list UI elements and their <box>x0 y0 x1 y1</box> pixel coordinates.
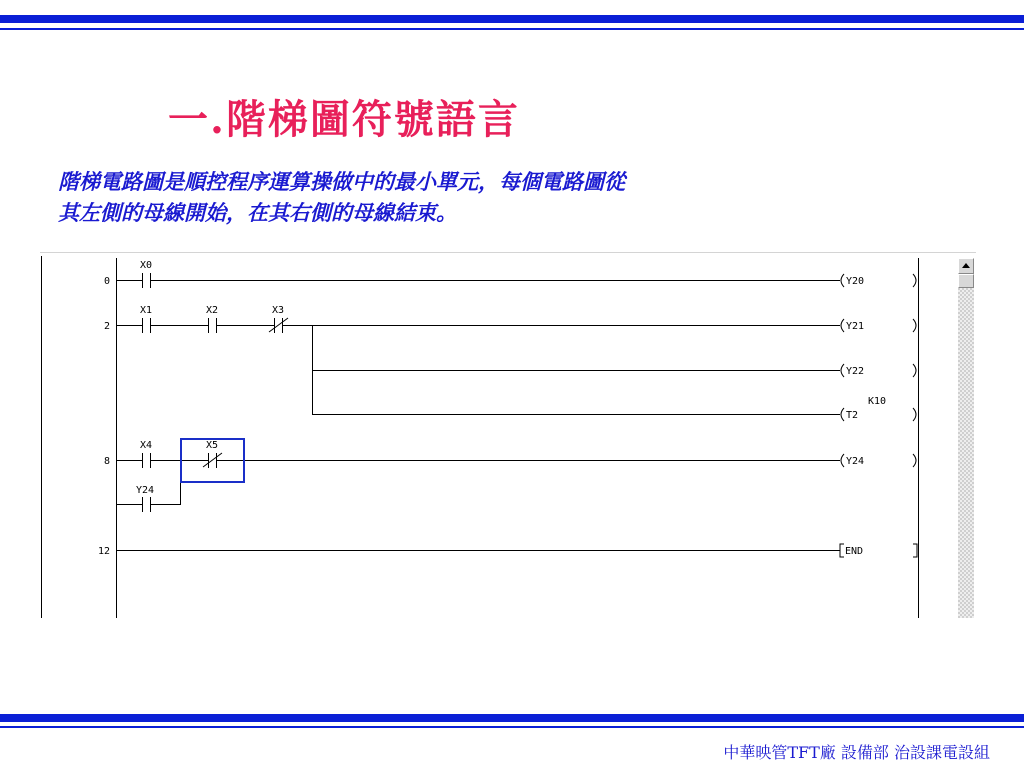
page-title: 一.階梯圖符號語言 <box>168 96 520 143</box>
scrollbar-thumb[interactable] <box>958 274 974 288</box>
step-number: 2 <box>103 321 110 332</box>
contact-label-x2[interactable]: X2 <box>206 305 219 316</box>
contact-label-x0[interactable]: X0 <box>140 260 153 271</box>
step-number: 12 <box>97 546 110 557</box>
contact-label-x4[interactable]: X4 <box>140 440 153 451</box>
footer-text: 中華映管TFT廠 設備部 治設課電設組 <box>723 743 990 762</box>
description-line-1: 階梯電路圖是順控程序運算操做中的最小單元，每個電路圖從 <box>58 169 625 194</box>
contact-label-x5[interactable]: X5 <box>206 440 219 451</box>
output-y20[interactable]: Y20 <box>846 276 865 287</box>
step-number: 0 <box>103 276 110 287</box>
step-number: 8 <box>103 456 110 467</box>
ladder-diagram[interactable] <box>40 252 958 618</box>
output-y24[interactable]: Y24 <box>846 456 865 467</box>
top-accent-line <box>0 28 1024 30</box>
end-right-bracket <box>913 544 917 557</box>
output-y22[interactable]: Y22 <box>846 366 865 377</box>
coil-left-bracket <box>841 274 844 287</box>
contact-label-y24[interactable]: Y24 <box>136 485 155 496</box>
vertical-scrollbar[interactable] <box>958 258 974 618</box>
output-t2[interactable]: T2 <box>846 410 859 421</box>
description-text <box>58 166 858 228</box>
output-y21[interactable]: Y21 <box>846 321 865 332</box>
contact-label-x3[interactable]: X3 <box>272 305 285 316</box>
top-accent-bar <box>0 15 1024 23</box>
coil-right-bracket <box>913 274 916 287</box>
end-left-bracket <box>840 544 844 557</box>
bottom-accent-bar <box>0 714 1024 722</box>
description-line-2: 其左側的母線開始，在其右側的母線結束。 <box>58 200 457 225</box>
ladder-editor-window[interactable] <box>40 252 976 618</box>
scroll-up-arrow-icon[interactable] <box>958 258 974 274</box>
bottom-accent-line <box>0 726 1024 728</box>
timer-constant: K10 <box>868 396 887 407</box>
output-end[interactable]: END <box>845 546 864 557</box>
contact-label-x1[interactable]: X1 <box>140 305 153 316</box>
